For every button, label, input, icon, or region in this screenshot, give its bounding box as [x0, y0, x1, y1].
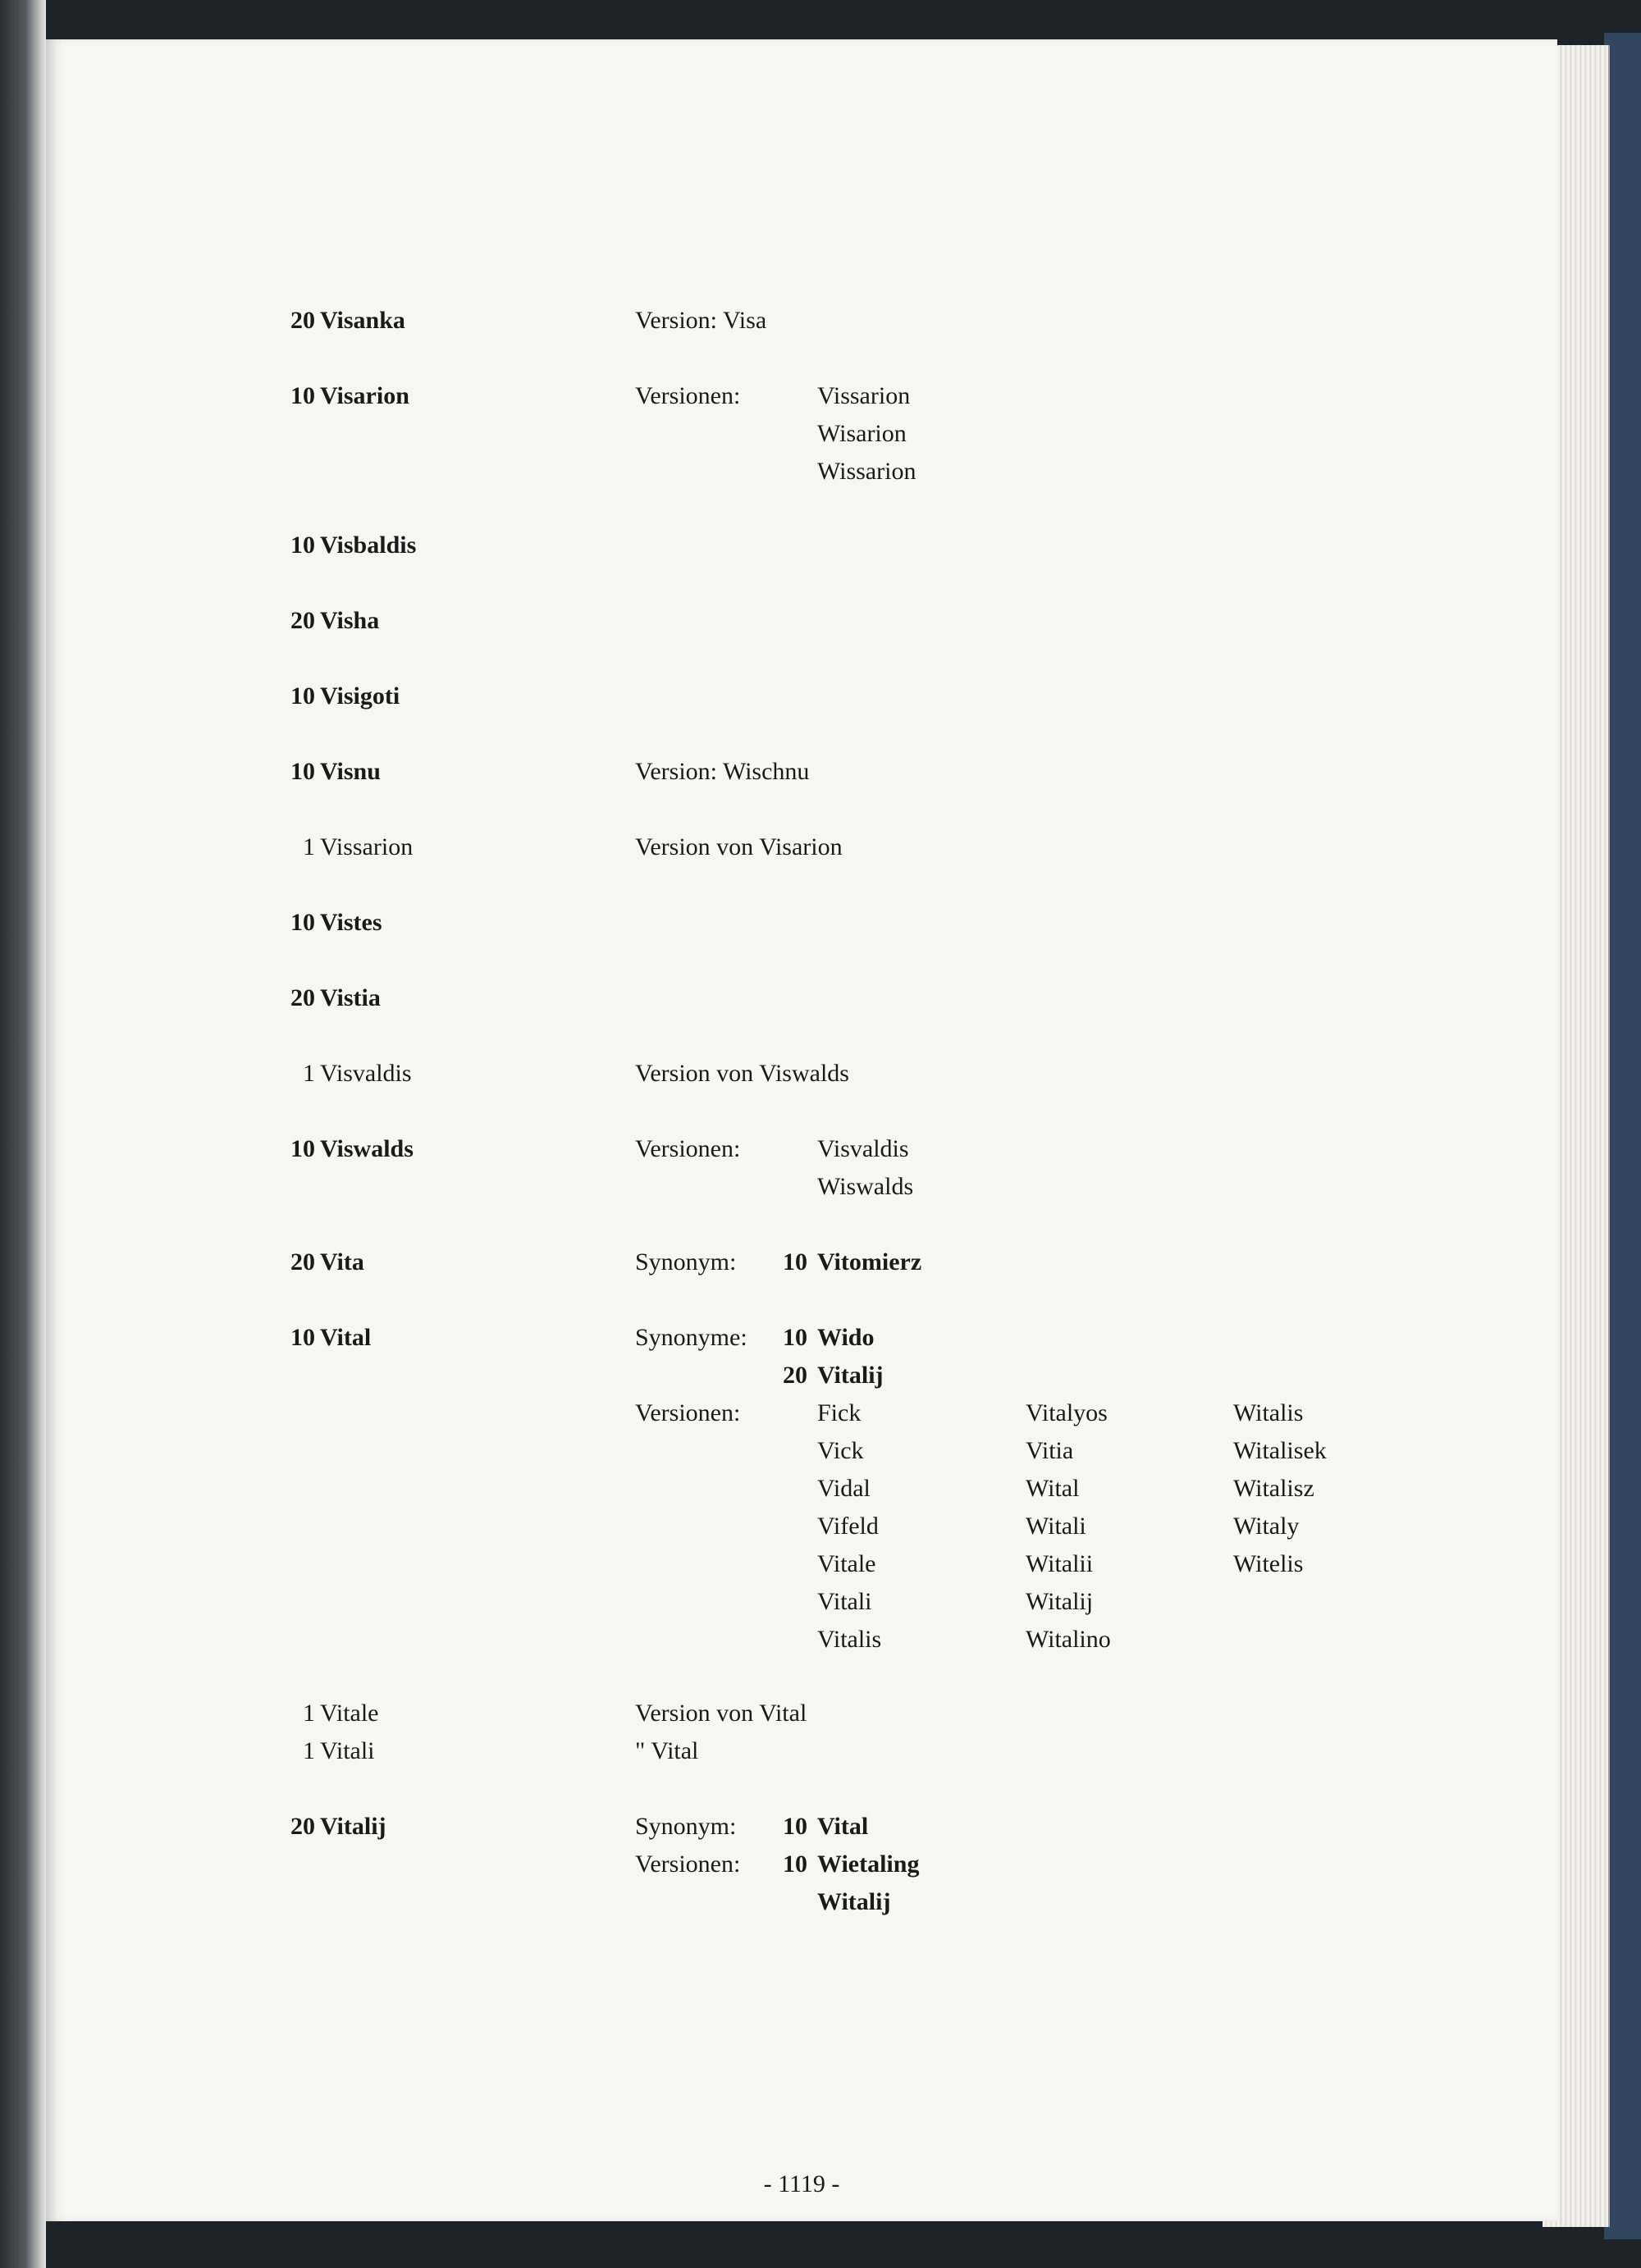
book-binding-left	[0, 0, 46, 2268]
entry-name: Vital	[320, 1324, 372, 1351]
entry-name: Visnu	[320, 758, 381, 785]
related-frequency: 10	[783, 1813, 807, 1840]
version-col-2-item: Witali	[1026, 1513, 1086, 1540]
related-frequency: 10	[783, 1248, 807, 1275]
entry-relation: Synonyme:	[635, 1324, 747, 1351]
entry-relation: " Vital	[635, 1737, 699, 1764]
entry-frequency: 10	[290, 1135, 315, 1162]
book-page	[46, 39, 1557, 2221]
version-col-1-item: Vitali	[817, 1588, 872, 1615]
entry-name: Visanka	[320, 307, 405, 334]
entry-name: Visha	[320, 607, 380, 634]
version-col-1-item: Vidal	[817, 1475, 871, 1502]
version-col-3-item: Witalisek	[1233, 1437, 1327, 1464]
entry-frequency: 20	[290, 1248, 315, 1275]
page-number: - 1119 -	[763, 2170, 840, 2197]
entry-frequency: 10	[290, 909, 315, 936]
entry-name: Visvaldis	[320, 1060, 412, 1087]
vitalij-versions-label: Versionen:	[635, 1850, 741, 1878]
related-name: Wisarion	[817, 420, 907, 447]
related-name: Wissarion	[817, 458, 916, 485]
index-entry	[46, 678, 1557, 727]
version-col-2-item: Wital	[1026, 1475, 1080, 1502]
version-col-1-item: Vitalis	[817, 1626, 882, 1653]
index-entry	[46, 1732, 1557, 1782]
index-entry	[46, 828, 1557, 878]
index-entry	[46, 904, 1557, 953]
related-name: Wiswalds	[817, 1173, 914, 1200]
related-frequency: 10	[783, 1324, 807, 1351]
related-name: Wietaling	[817, 1850, 920, 1878]
related-name: Vitomierz	[817, 1248, 922, 1275]
entry-relation: Version: Visa	[635, 307, 767, 334]
entry-name: Vitale	[320, 1700, 379, 1727]
entry-name: Viswalds	[320, 1135, 414, 1162]
entry-frequency: 10	[290, 758, 315, 785]
index-entry	[46, 1130, 1557, 1200]
entry-relation: Version: Wischnu	[635, 758, 810, 785]
related-name: Witalij	[817, 1888, 891, 1915]
entry-name: Vitalij	[320, 1813, 386, 1840]
entry-relation: Versionen:	[635, 1135, 741, 1162]
entry-relation: Synonym:	[635, 1248, 737, 1275]
version-col-2-item: Witalino	[1026, 1626, 1111, 1653]
entry-name: Visbaldis	[320, 532, 417, 559]
version-col-3-item: Witalisz	[1233, 1475, 1314, 1502]
index-entry	[46, 1055, 1557, 1104]
entry-relation: Version von Viswalds	[635, 1060, 849, 1087]
entry-relation: Version von Vital	[635, 1700, 807, 1727]
index-entry	[46, 527, 1557, 576]
version-col-2-item: Vitia	[1026, 1437, 1074, 1464]
entry-name: Vistia	[320, 984, 381, 1011]
version-col-1-item: Vitale	[817, 1550, 876, 1577]
entry-frequency: 1	[303, 1700, 315, 1727]
entry-relation: Synonym:	[635, 1813, 737, 1840]
entry-frequency: 20	[290, 1813, 315, 1840]
entry-frequency: 1	[303, 1060, 315, 1087]
entry-name: Vistes	[320, 909, 382, 936]
version-col-2-item: Vitalyos	[1026, 1399, 1108, 1426]
related-name: Vital	[817, 1813, 869, 1840]
index-entry	[46, 602, 1557, 651]
entry-name: Visarion	[320, 382, 409, 409]
version-col-2-item: Witalii	[1026, 1550, 1094, 1577]
related-frequency: 20	[783, 1362, 807, 1389]
entry-frequency: 20	[290, 607, 315, 634]
entry-frequency: 10	[290, 382, 315, 409]
index-entry	[46, 302, 1557, 351]
entry-relation: Version von Visarion	[635, 833, 843, 860]
index-entry	[46, 1244, 1557, 1293]
related-name: Visvaldis	[817, 1135, 909, 1162]
entry-frequency: 10	[290, 532, 315, 559]
version-col-1-item: Vick	[817, 1437, 864, 1464]
entry-frequency: 20	[290, 307, 315, 334]
index-entry	[46, 377, 1557, 485]
name-index-list	[46, 39, 1557, 2221]
related-frequency: 10	[783, 1850, 807, 1878]
entry-frequency: 1	[303, 1737, 315, 1764]
entry-frequency: 1	[303, 833, 315, 860]
related-name: Vitalij	[817, 1362, 884, 1389]
index-entry	[46, 979, 1557, 1029]
version-col-3-item: Witaly	[1233, 1513, 1300, 1540]
version-col-1-item: Fick	[817, 1399, 862, 1426]
entry-relation: Versionen:	[635, 382, 741, 409]
entry-name: Vita	[320, 1248, 364, 1275]
entry-name: Vitali	[320, 1737, 375, 1764]
vital-versions-label: Versionen:	[635, 1399, 741, 1426]
related-name: Vissarion	[817, 382, 911, 409]
related-name: Wido	[817, 1324, 875, 1351]
entry-name: Vissarion	[320, 833, 414, 860]
version-col-3-item: Witalis	[1233, 1399, 1304, 1426]
entry-frequency: 20	[290, 984, 315, 1011]
version-col-2-item: Witalij	[1026, 1588, 1094, 1615]
index-entry	[46, 753, 1557, 802]
entry-frequency: 10	[290, 1324, 315, 1351]
version-col-1-item: Vifeld	[817, 1513, 879, 1540]
index-entry	[46, 1319, 1557, 1389]
entry-name: Visigoti	[320, 682, 400, 710]
entry-frequency: 10	[290, 682, 315, 710]
version-col-3-item: Witelis	[1233, 1550, 1304, 1577]
